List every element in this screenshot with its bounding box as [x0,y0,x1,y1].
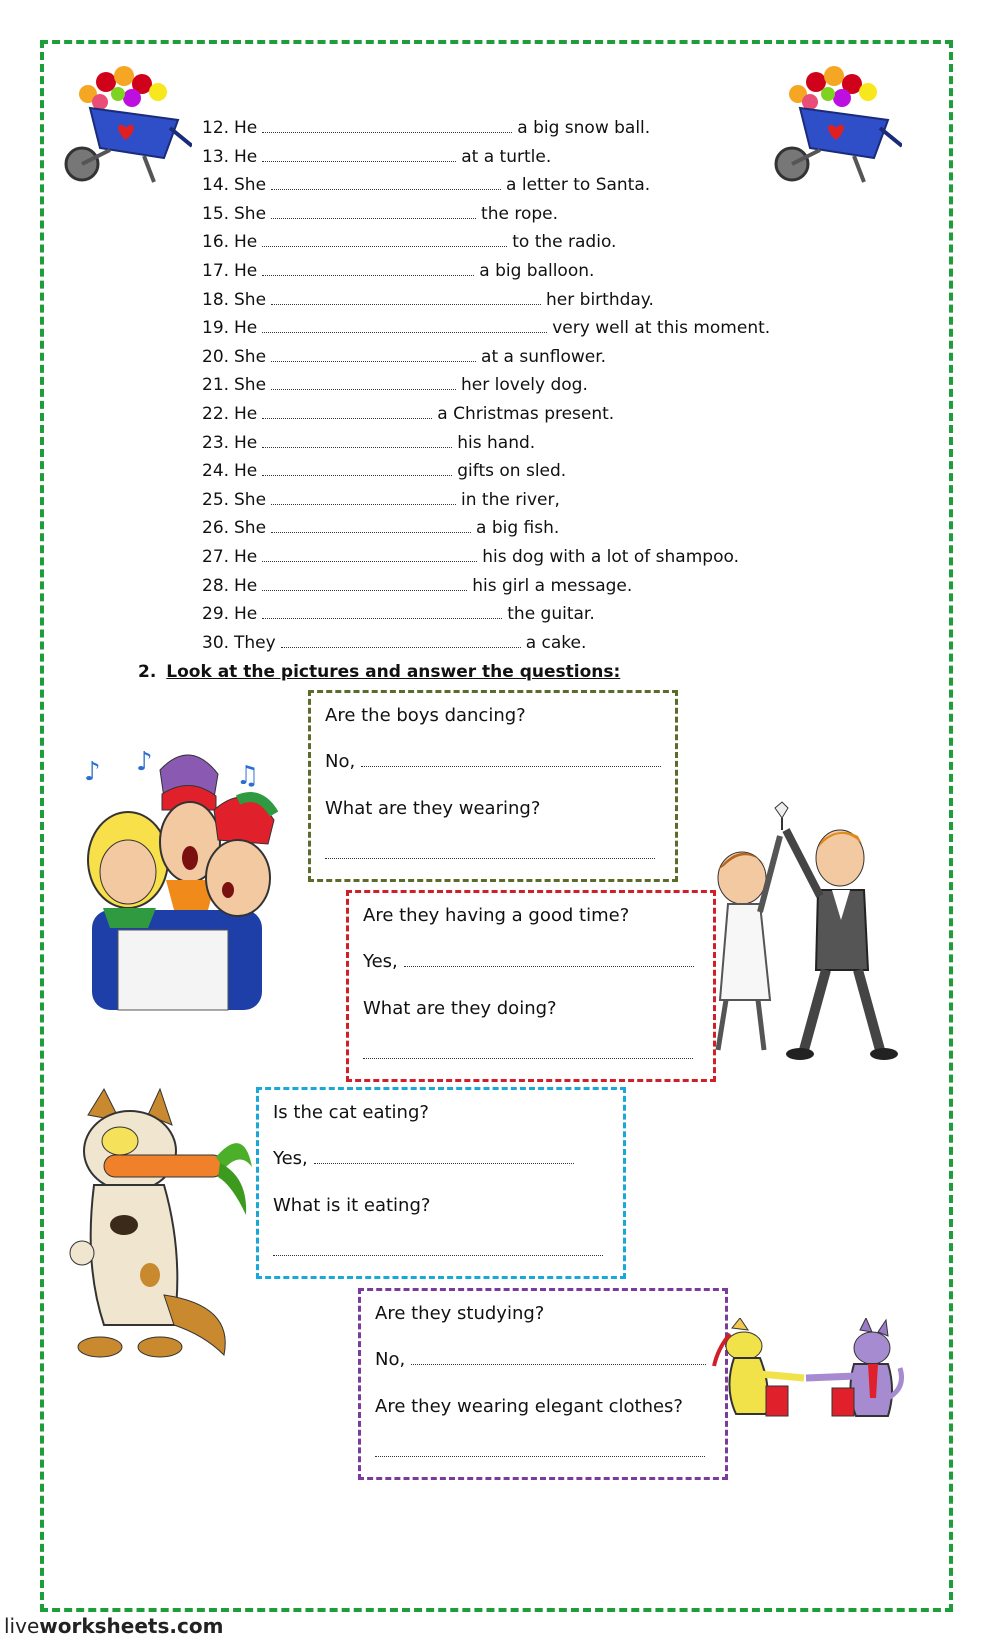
answer-blank[interactable] [411,1352,706,1365]
answer-blank[interactable] [262,120,512,133]
svg-text:♪: ♪ [84,757,101,787]
answer-blank[interactable] [262,578,467,591]
answer-line-2 [273,1240,603,1261]
answer-blank[interactable] [262,606,502,619]
exercise-item [202,228,770,257]
item-subject: She [234,375,267,396]
logo-part-domain: .com [169,1614,224,1638]
item-subject: He [234,118,258,138]
item-number: 22. [202,403,230,424]
exercise-item [202,343,770,372]
item-ending: her lovely dog. [461,375,588,396]
answer-blank[interactable] [262,320,547,333]
item-subject: He [234,260,258,281]
answer-blank[interactable] [262,435,452,448]
item-ending: a big snow ball. [517,118,651,138]
answer-prefix: Yes, [273,1148,308,1169]
answer-blank[interactable] [281,635,521,648]
question-2: What are they doing? [363,998,557,1019]
answer-blank[interactable] [325,846,655,859]
exercise-item [202,514,770,543]
answer-blank[interactable] [314,1151,574,1164]
svg-text:♪: ♪ [136,747,153,777]
item-ending: his dog with a lot of shampoo. [482,546,739,567]
item-ending: the guitar. [507,604,595,625]
item-number: 20. [202,346,230,367]
question-1: Are they studying? [375,1303,545,1324]
answer-blank[interactable] [262,234,507,247]
answer-blank[interactable] [262,263,474,276]
answer-line-1 [325,751,661,772]
answer-prefix: No, [325,751,356,772]
item-subject: He [234,318,258,339]
exercise-item [202,572,770,601]
singing-boys-image [78,740,283,1025]
question-box-cat [256,1087,626,1279]
answer-blank[interactable] [375,1444,705,1457]
exercise-item [202,371,770,400]
item-number: 14. [202,175,230,196]
question-box-studying [358,1288,728,1480]
exercise-item [202,400,770,429]
item-subject: He [234,575,258,596]
item-subject: He [234,432,258,453]
cat-eating-carrot-image [64,1085,254,1375]
item-ending: in the river, [461,489,560,510]
exercise-2-number: 2. [138,662,157,682]
item-subject: They [234,632,276,653]
answer-blank[interactable] [404,954,694,967]
exercise-2-heading [138,662,620,682]
item-number: 23. [202,432,230,453]
item-subject: He [234,403,258,424]
answer-blank[interactable] [271,292,541,305]
item-number: 27. [202,546,230,567]
exercise-item [202,429,770,458]
question-2: Are they wearing elegant clothes? [375,1396,683,1417]
item-ending: at a sunflower. [481,346,607,367]
item-number: 16. [202,232,230,253]
answer-blank[interactable] [361,754,661,767]
item-subject: He [234,461,258,482]
item-ending: a big balloon. [479,260,595,281]
item-number: 29. [202,604,230,625]
answer-blank[interactable] [271,492,456,505]
answer-prefix: No, [375,1349,406,1370]
item-ending: a big fish. [476,518,560,539]
answer-prefix: Yes, [363,951,398,972]
svg-text:♫: ♫ [236,761,260,791]
question-2: What are they wearing? [325,798,541,819]
question-1: Are the boys dancing? [325,705,526,726]
exercise-item [202,486,770,515]
item-subject: He [234,232,258,253]
item-ending: gifts on sled. [457,461,567,482]
answer-line-2 [375,1441,705,1462]
item-ending: very well at this moment. [552,318,771,339]
answer-blank[interactable] [262,149,456,162]
item-number: 15. [202,203,230,224]
exercise-item [202,543,770,572]
item-number: 19. [202,318,230,339]
item-ending: to the radio. [512,232,617,253]
item-subject: He [234,546,258,567]
exercise-item [202,286,770,315]
question-box-party [346,890,716,1082]
item-ending: her birthday. [546,289,654,310]
question-2: What is it eating? [273,1195,431,1216]
answer-blank[interactable] [271,377,456,390]
item-number: 24. [202,461,230,482]
item-ending: a Christmas present. [437,403,615,424]
exercise-item [202,314,770,343]
exercise-item [202,257,770,286]
question-box-boys [308,690,678,882]
item-subject: She [234,175,267,196]
item-number: 12. [202,118,230,138]
item-number: 30. [202,632,230,653]
item-subject: She [234,346,267,367]
exercise-1-list [202,114,770,657]
exercise-item [202,600,770,629]
item-number: 25. [202,489,230,510]
logo-part-worksheets: worksheets [39,1614,170,1638]
question-1: Are they having a good time? [363,905,630,926]
animals-shaking-hands-image [710,1318,905,1428]
answer-line-2 [363,1043,693,1064]
item-subject: He [234,146,258,167]
answer-blank[interactable] [273,1243,603,1256]
item-ending: his hand. [457,432,536,453]
answer-blank[interactable] [262,406,432,419]
flower-wheelbarrow-right [770,58,902,198]
item-subject: She [234,289,267,310]
item-ending: a letter to Santa. [506,175,651,196]
question-1: Is the cat eating? [273,1102,429,1123]
exercise-item [202,171,770,200]
exercise-item [202,457,770,486]
item-number: 18. [202,289,230,310]
answer-line-1 [363,951,694,972]
item-subject: She [234,489,267,510]
exercise-item [202,200,770,229]
item-number: 21. [202,375,230,396]
exercise-item [202,143,770,172]
item-subject: She [234,518,267,539]
item-subject: She [234,203,267,224]
answer-line-2 [325,843,655,864]
exercise-item [202,114,770,143]
logo-part-live: live [4,1614,40,1638]
answer-blank[interactable] [271,206,476,219]
answer-blank[interactable] [363,1046,693,1059]
dancing-couple-image [700,800,900,1065]
answer-blank[interactable] [271,349,476,362]
answer-blank[interactable] [271,177,501,190]
item-subject: He [234,604,258,625]
exercise-item [202,629,770,658]
item-ending: a cake. [525,632,587,653]
item-ending: the rope. [481,203,559,224]
item-ending: at a turtle. [461,146,552,167]
site-logo[interactable] [4,1614,223,1638]
flower-wheelbarrow-left [60,58,192,198]
answer-line-1 [273,1148,574,1169]
item-number: 13. [202,146,230,167]
item-number: 28. [202,575,230,596]
answer-blank[interactable] [262,549,477,562]
answer-blank[interactable] [262,463,452,476]
item-number: 17. [202,260,230,281]
exercise-2-title: Look at the pictures and answer the questions: [166,662,621,682]
answer-blank[interactable] [271,520,471,533]
item-ending: his girl a message. [472,575,633,596]
item-number: 26. [202,518,230,539]
answer-line-1 [375,1349,706,1370]
